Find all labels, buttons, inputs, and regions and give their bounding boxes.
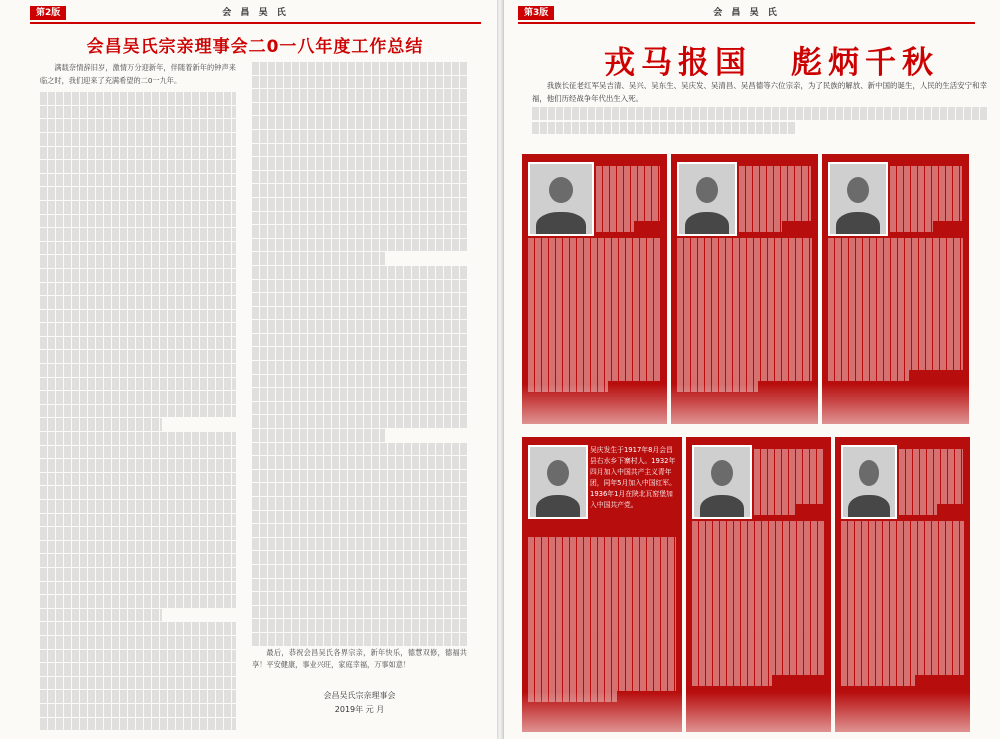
profile-bio-6 [899, 449, 963, 515]
profile-bio-4: 吴庆发生于1917年8月会昌县右水乡下寨村人。1932年四月加入中国共产主义青年团，同年5月加入中国红军。1936年1月在陕北瓦窑堡加入中国共产党。 [590, 446, 676, 509]
page-header-right [518, 6, 975, 24]
profile-panel-6 [835, 437, 970, 732]
page-header [30, 6, 481, 24]
profile-bio-5 [754, 449, 824, 515]
profile-panel-3 [822, 154, 969, 424]
page-badge-right: 第3版 [518, 6, 554, 20]
profile-panel-4 [522, 437, 682, 732]
article-opening: 满载奈情辞旧岁，激情万分迎新年，伴随着新年的钟声来临之时，我们迎来了充满希望的二0一九年。 [40, 63, 236, 85]
profile-text-3 [828, 238, 963, 381]
profile-photo-2 [677, 162, 737, 236]
page-badge: 第2版 [30, 6, 66, 20]
profile-photo-3 [828, 162, 888, 236]
profile-panel-2 [671, 154, 818, 424]
profile-text-5 [692, 521, 825, 686]
profile-bio-1 [596, 166, 660, 232]
profile-text-2 [677, 238, 812, 392]
profile-text-6 [841, 521, 964, 686]
signature-date: 2019年 元 月 [334, 705, 385, 714]
profile-bio-3 [890, 166, 962, 232]
article-column-2 [252, 62, 467, 728]
profile-text-1 [528, 238, 661, 392]
article-title: 会昌吴氏宗亲理事会二0一八年度工作总结 [86, 37, 424, 57]
signature: 会昌吴氏宗亲理事会 [323, 691, 396, 700]
profile-photo-5 [692, 445, 752, 519]
profile-photo-4 [528, 445, 588, 519]
headline-part-1: 戎马报国 [604, 45, 752, 81]
feature-intro [532, 80, 987, 134]
article-body-text-2 [252, 62, 467, 646]
article-body-text [40, 92, 236, 730]
feature-intro-text: 我族长征老红军吴吉清、吴兴、吴东生、吴庆发、吴清昌、吴昌德等六位宗亲，为了民族的解放、新中国的诞生，人民的生活安宁和幸福，他们历经战争年代出生入死。 [532, 81, 987, 103]
profile-photo-1 [528, 162, 594, 236]
profile-text-4 [528, 537, 676, 702]
masthead-right: 会 昌 吴 氏 [713, 8, 780, 18]
left-page [0, 0, 498, 739]
profile-bio-2 [739, 166, 811, 232]
headline-part-2: 彪炳千秋 [791, 45, 939, 81]
masthead: 会 昌 吴 氏 [222, 8, 289, 18]
profile-panel-5 [686, 437, 831, 732]
right-page [503, 0, 1000, 739]
profile-panel-1 [522, 154, 667, 424]
profile-photo-6 [841, 445, 897, 519]
article-closing: 最后，恭祝会昌吴氏各界宗亲，新年快乐，德慧双修，德福共享！平安健康，事业兴旺，家庭幸福，万事如意！ [252, 647, 467, 670]
article-column-1 [40, 62, 236, 728]
